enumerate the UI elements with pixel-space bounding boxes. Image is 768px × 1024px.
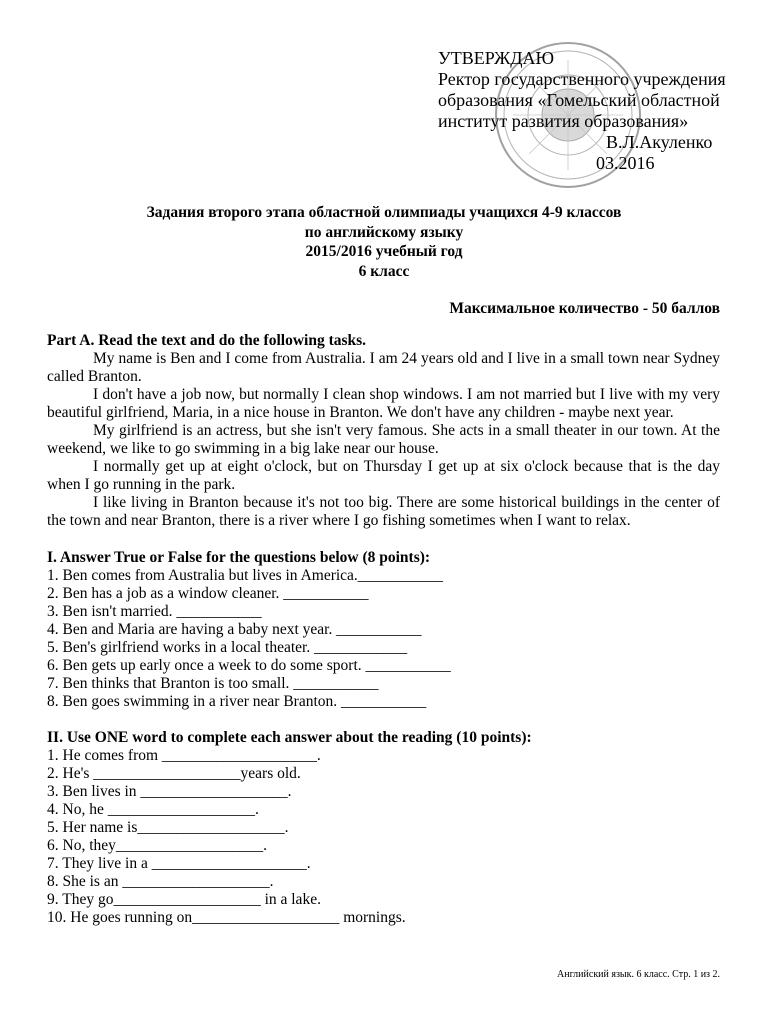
list-item: 8. She is an ___________________. [47,873,274,890]
paragraph: I don't have a job now, but normally I clean shop windows. I am not married but I live with my very beautiful girlfriend, Maria, in a nice house in Branton. We don't have any children - maybe next year. [47,386,720,421]
list-item: 10. He goes running on___________________ mornings. [47,909,406,926]
approval-date: 03.2016 [596,153,655,173]
paragraph: I normally get up at eight o'clock, but on Thursday I get up at six o'clock because that is the day when I go running in the park. [47,458,720,493]
list-item: 1. Ben comes from Australia but lives in America.___________ [47,567,444,584]
approval-line: образования «Гомельский областной [438,90,720,110]
part-a-title: Part A. Read the text and do the following tasks. [47,332,367,349]
list-item: 5. Ben's girlfriend works in a local theater. ____________ [47,639,408,656]
heading-line: Задания второго этапа областной олимпиады учащихся 4-9 классов [146,204,622,221]
true-false-list [47,567,720,711]
list-item: 6. Ben gets up early once a week to do some sport. ___________ [47,657,451,674]
list-item: 7. Ben thinks that Branton is too small. ___________ [47,675,379,692]
list-item: 4. No, he ___________________. [47,801,259,818]
fill-in-list [47,747,720,927]
heading-line: 2015/2016 учебный год [305,243,463,260]
list-item: 5. Her name is___________________. [47,819,289,836]
page-footer: Английский язык. 6 класс. Стр. 1 из 2. [557,969,720,980]
section1-title: I. Answer True or False for the questions below (8 points): [47,549,431,566]
list-item: 3. Ben isn't married. ___________ [47,603,262,620]
paragraph: My name is Ben and I come from Australia. I am 24 years old and I live in a small town near Sydney called Branton. [47,350,720,385]
approval-signature: В.Л.Акуленко [606,132,713,152]
list-item: 2. He's ___________________years old. [47,765,301,782]
document-body [47,332,720,927]
paragraph: My girlfriend is an actress, but she isn't very famous. She acts in a small theater in our town. At the weekend, we like to go swimming in a big lake near our house. [47,422,720,457]
approval-line: Ректор государственного учреждения [438,69,726,89]
list-item: 1. He comes from ____________________. [47,747,321,764]
list-item: 6. No, they___________________. [47,837,268,854]
approval-title: УТВЕРЖДАЮ [438,48,555,68]
list-item: 4. Ben and Maria are having a baby next year. ___________ [47,621,422,638]
list-item: 8. Ben goes swimming in a river near Branton. ___________ [47,693,427,710]
list-item: 2. Ben has a job as a window cleaner. ___________ [47,585,369,602]
list-item: 3. Ben lives in ___________________. [47,783,292,800]
paragraph: I like living in Branton because it's not too big. There are some historical buildings in the center of the town and near Branton, there is a river where I go fishing sometimes when I want to relax. [47,494,720,529]
document-heading [0,203,768,281]
max-points: Максимальное количество - 50 баллов [449,300,720,317]
section2-title: II. Use ONE word to complete each answer about the reading (10 points): [47,729,532,746]
heading-line: по английскому языку [304,223,464,241]
list-item: 7. They live in a ____________________. [47,855,311,872]
approval-line: институт развития образования» [438,111,689,131]
list-item: 9. They go___________________ in a lake. [47,891,321,908]
approval-block [438,48,738,174]
heading-line: 6 класс [358,262,410,280]
